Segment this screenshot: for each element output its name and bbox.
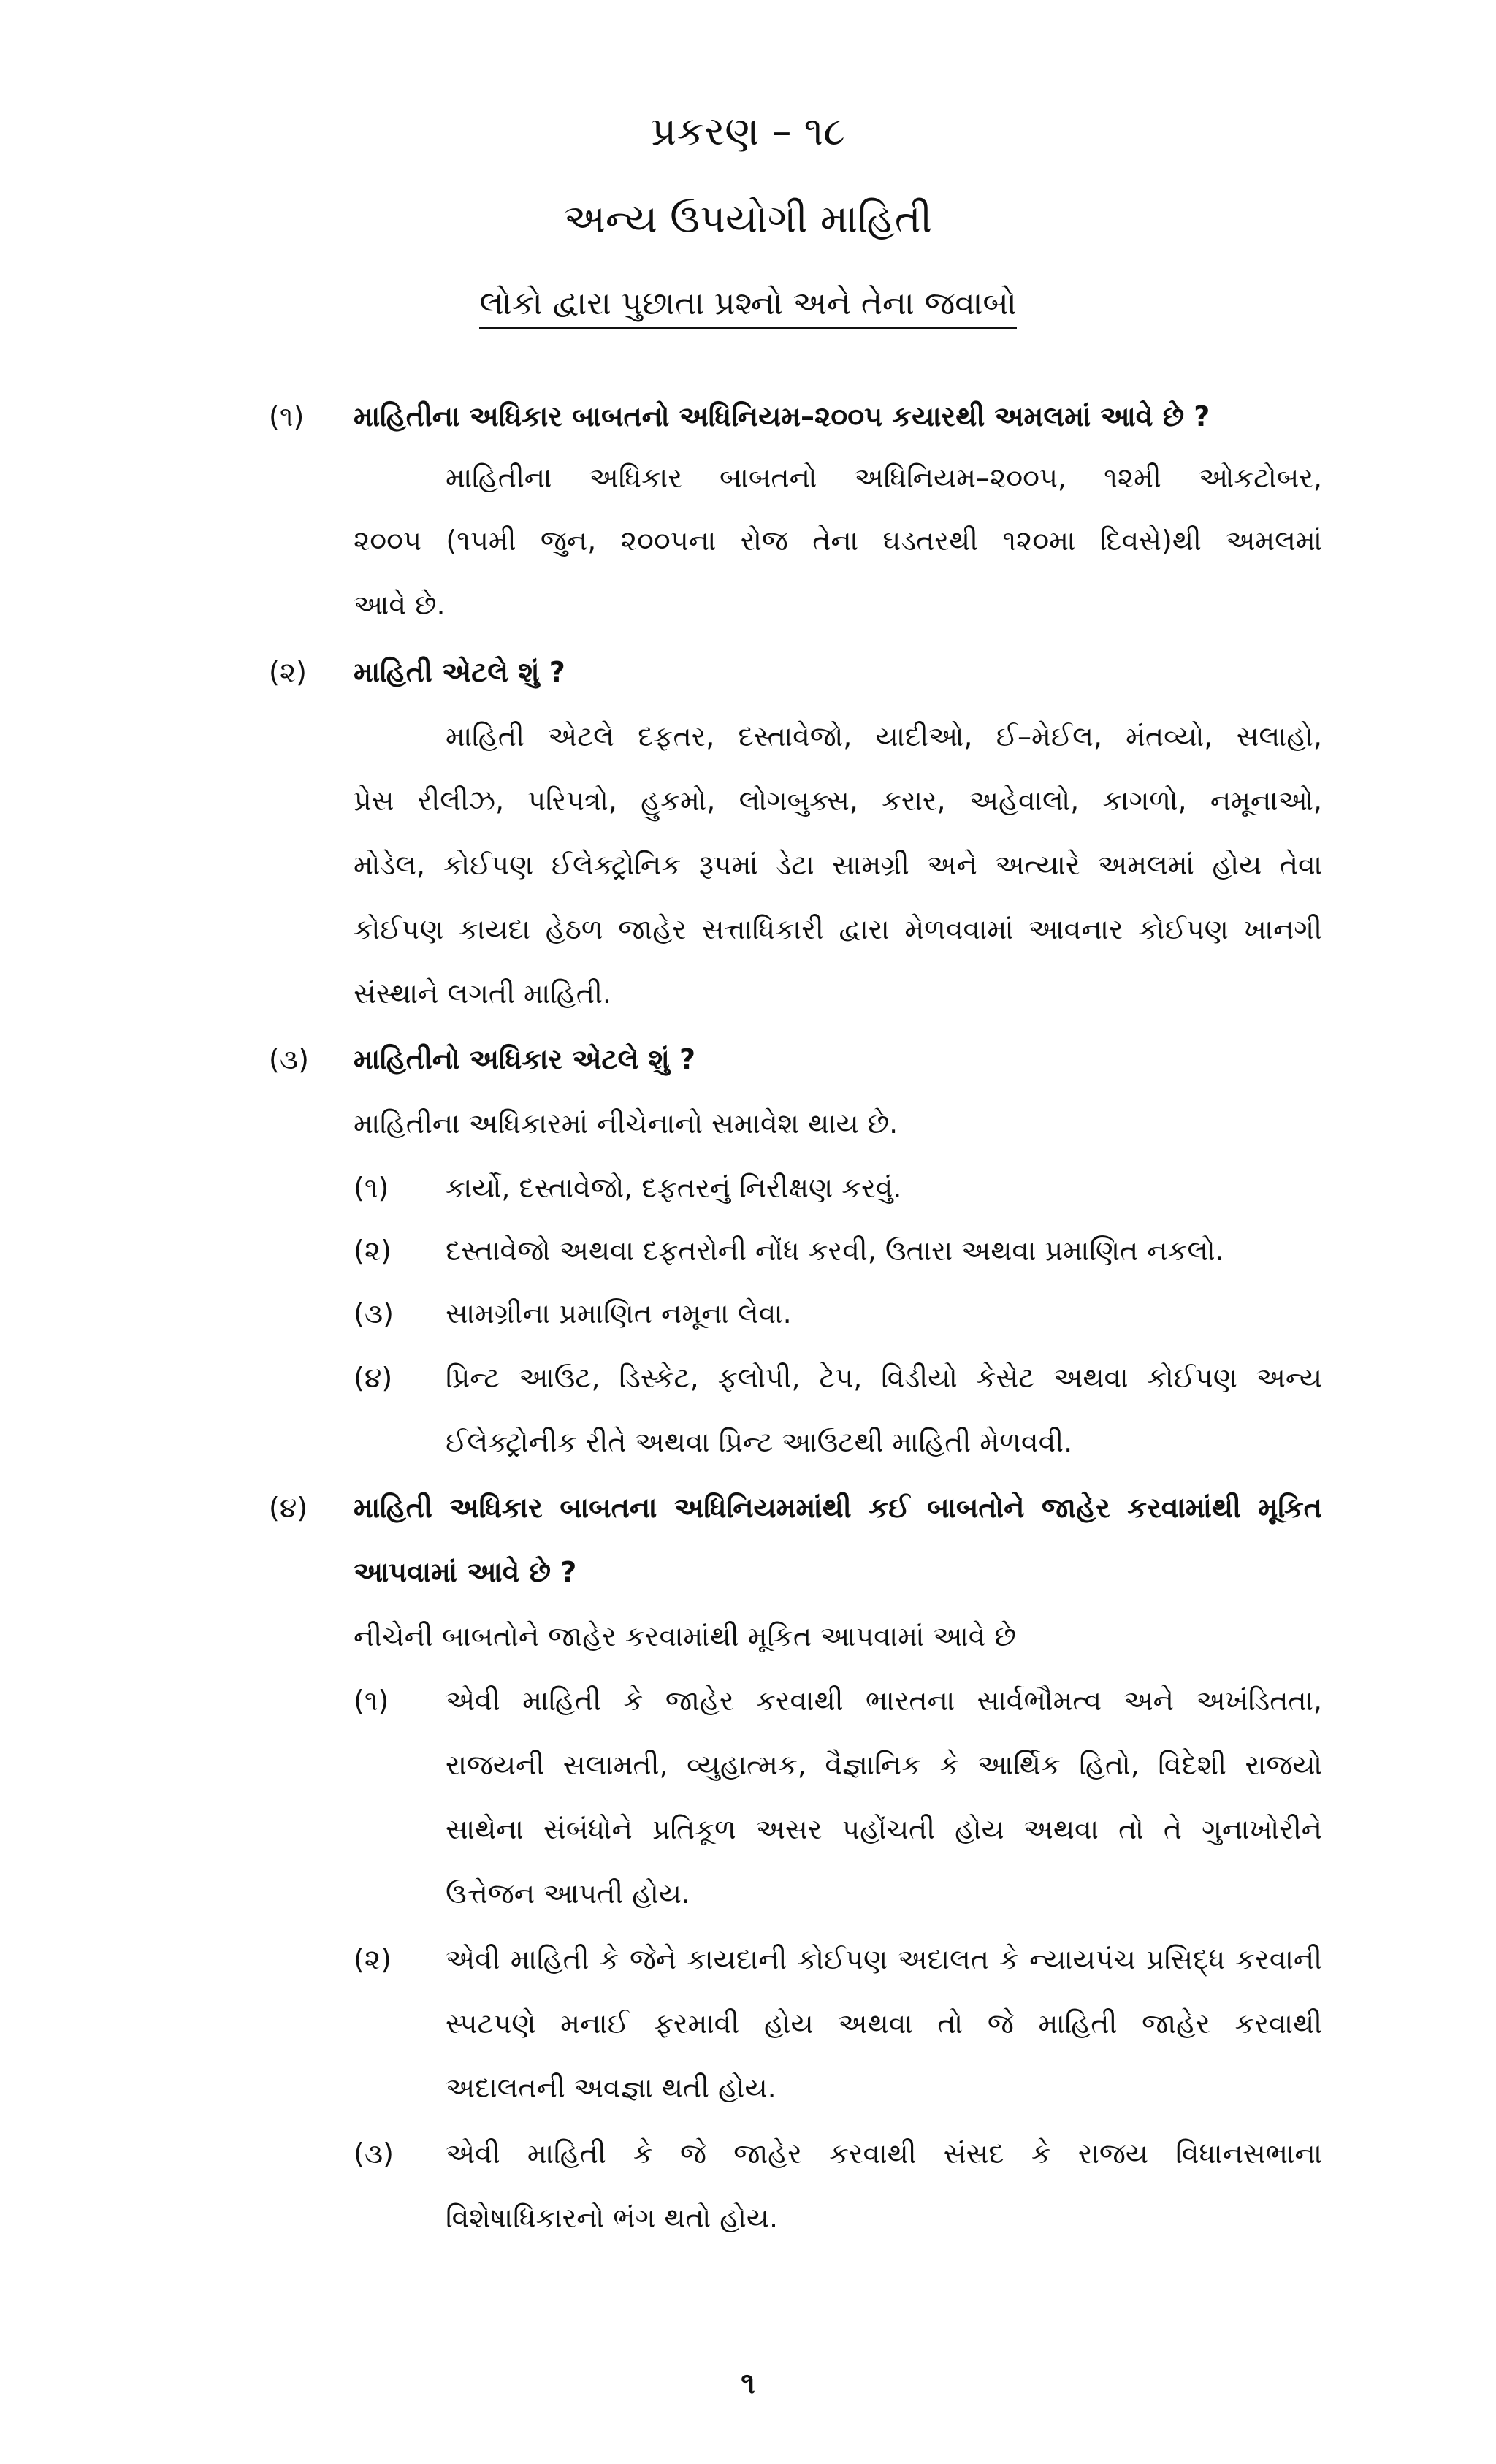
answer-4-item-2-line-3: અદાલતની અવજ્ઞા થતી હોય. [446, 2072, 776, 2104]
answer-4-item-3-number: (૩) [354, 2137, 394, 2170]
answer-4-item-1-line-1: એવી માહિતી કે જાહેર કરવાથી ભારતના સાર્વભૌમત્વ અને અખંડિતતા, [446, 1685, 1322, 1717]
answer-2-line-5: સંસ્થાને લગતી માહિતી. [354, 977, 611, 1010]
question-1-number: (૧) [269, 400, 305, 432]
answer-1-line-2: ૨૦૦૫ (૧૫મી જુન, ૨૦૦૫ના રોજ તેના ઘડતરથી ૧૨૦મા દિવસે)થી અમલમાં [354, 525, 1322, 557]
page-heading: અન્ય ઉપયોગી માહિતી [563, 196, 933, 242]
answer-4-item-1-line-3: સાથેના સંબંધોને પ્રતિકૂળ અસર પહોંચતી હોય અથવા તો તે ગુનાખોરીને [446, 1813, 1322, 1845]
question-3-text: માહિતીનો અધિકાર એટલે શું ? [354, 1043, 696, 1075]
answer-2-line-4: કોઈપણ કાયદા હેઠળ જાહેર સત્તાધિકારી દ્વારા મેળવવામાં આવનાર કોઈપણ ખાનગી [354, 913, 1322, 945]
answer-3-item-4-line-2: ઈલેક્ટ્રોનીક રીતે અથવા પ્રિન્ટ આઉટથી માહિતી મેળવવી. [446, 1426, 1073, 1458]
answer-4-item-2-line-1: એવી માહિતી કે જેને કાયદાની કોઈપણ અદાલત કે ન્યાયપંચ પ્રસિદ્ધ કરવાની [446, 1943, 1322, 1975]
answer-4-item-3-line-2: વિશેષાધિકારનો ભંગ થતો હોય. [446, 2202, 779, 2234]
answer-2-line-3: મોડેલ, કોઈપણ ઈલેક્ટ્રોનિક રૂપમાં ડેટા સામગ્રી અને અત્યારે અમલમાં હોય તેવા [354, 849, 1322, 881]
question-1-text: માહિતીના અધિકાર બાબતનો અધિનિયમ–૨૦૦૫ કયારથી અમલમાં આવે છે ? [354, 400, 1210, 432]
answer-3-item-2-text: દસ્તાવેજો અથવા દફતરોની નોંધ કરવી, ઉતારા અથવા પ્રમાણિત નકલો. [446, 1235, 1224, 1267]
question-4-line-2: આપવામાં આવે છે ? [354, 1556, 577, 1588]
answer-3-item-3-text: સામગ્રીના પ્રમાણિત નમૂના લેવા. [446, 1297, 792, 1330]
answer-4-item-2-number: (૨) [354, 1943, 392, 1975]
chapter-title: પ્રકરણ – ૧૮ [651, 108, 845, 154]
answer-4-item-1-line-4: ઉત્તેજન આપતી હોય. [446, 1877, 690, 1910]
question-4-line-1: માહિતી અધિકાર બાબતના અધિનિયમમાંથી કઈ બાબતોને જાહેર કરવામાંથી મૂકિત [354, 1492, 1322, 1524]
answer-3-item-1-number: (૧) [354, 1172, 389, 1204]
answer-2-line-2: પ્રેસ રીલીઝ, પરિપત્રો, હુકમો, લોગબુક્સ, કરાર, અહેવાલો, કાગળો, નમૂનાઓ, [354, 785, 1322, 817]
question-2-number: (૨) [269, 656, 307, 688]
answer-3-item-2-number: (૨) [354, 1235, 392, 1267]
question-4-number: (૪) [269, 1492, 308, 1524]
answer-4-item-3-line-1: એવી માહિતી કે જે જાહેર કરવાથી સંસદ કે રાજય વિધાનસભાના [446, 2137, 1322, 2170]
answer-1-line-1: માહિતીના અધિકાર બાબતનો અધિનિયમ–૨૦૦૫, ૧૨મી ઓકટોબર, [446, 462, 1322, 494]
answer-4-item-2-line-2: સ્પટપણે મનાઈ ફરમાવી હોય અથવા તો જે માહિતી જાહેર કરવાથી [446, 2007, 1322, 2040]
answer-3-intro: માહિતીના અધિકારમાં નીચેનાનો સમાવેશ થાય છે. [354, 1107, 898, 1140]
answer-1-line-3: આવે છે. [354, 589, 446, 621]
answer-3-item-4-number: (૪) [354, 1362, 393, 1394]
section-subheading-text: લોકો દ્વારા પુછાતા પ્રશ્નો અને તેના જવાબો [479, 285, 1016, 329]
answer-4-item-1-number: (૧) [354, 1685, 389, 1717]
answer-4-intro: નીચેની બાબતોને જાહેર કરવામાંથી મૂકિત આપવામાં આવે છે [354, 1620, 1016, 1652]
answer-3-item-1-text: કાર્યો, દસ્તાવેજો, દફતરનું નિરીક્ષણ કરવું. [446, 1172, 902, 1204]
answer-4-item-1-line-2: રાજયની સલામતી, વ્યુહાત્મક, વૈજ્ઞાનિક કે આર્થિક હિતો, વિદેશી રાજયો [446, 1749, 1322, 1781]
page-number: ૧ [741, 2367, 755, 2400]
question-3-number: (૩) [269, 1043, 309, 1075]
answer-3-item-3-number: (૩) [354, 1297, 394, 1330]
answer-3-item-4-line-1: પ્રિન્ટ આઉટ, ડિસ્કેટ, ફલોપી, ટેપ, વિડીયો કેસેટ અથવા કોઈપણ અન્ય [446, 1362, 1322, 1394]
section-subheading [0, 285, 1496, 329]
question-2-text: માહિતી એટલે શું ? [354, 656, 565, 688]
answer-2-line-1: માહિતી એટલે દફતર, દસ્તાવેજો, યાદીઓ, ઈ–મેઈલ, મંતવ્યો, સલાહો, [446, 720, 1322, 752]
